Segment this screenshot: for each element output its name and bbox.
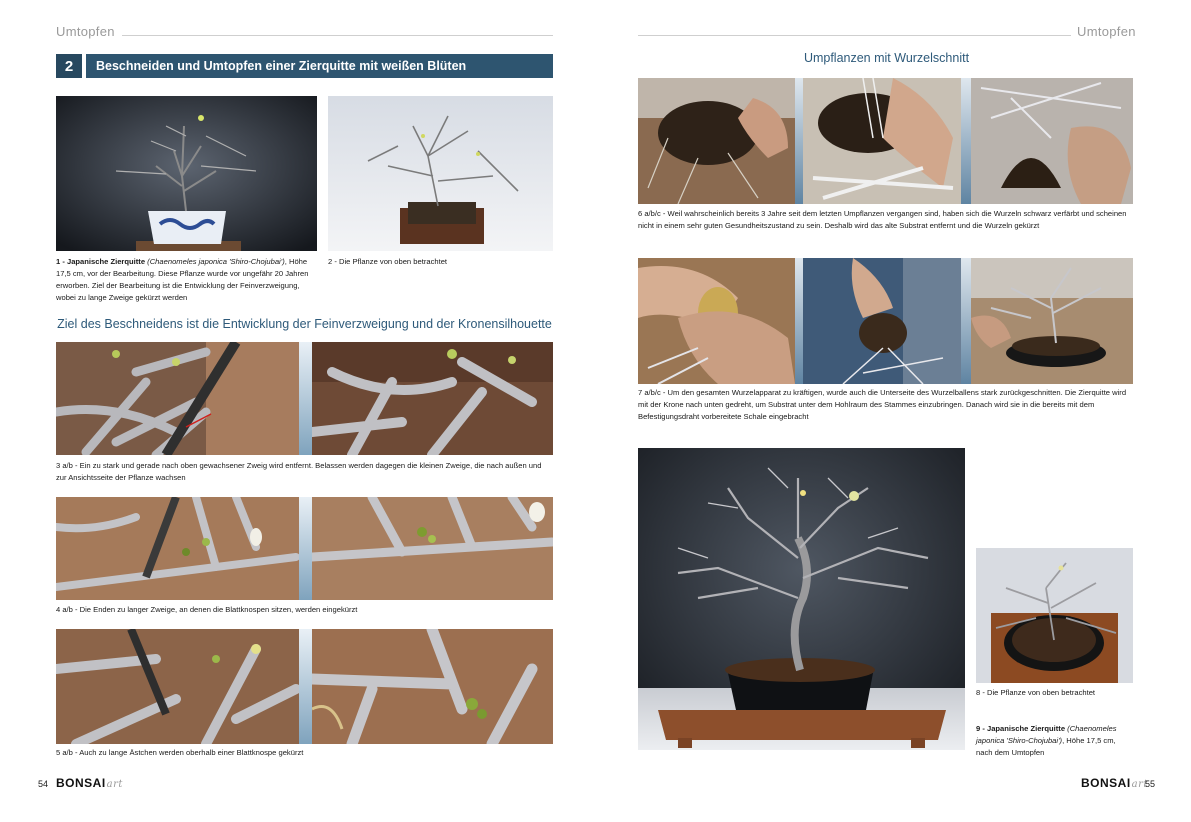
photo-7-divider-b: [961, 258, 971, 384]
section-number: 2: [56, 54, 82, 78]
caption-6: 6 a/b/c - Weil wahrscheinlich bereits 3 Jahre seit dem letzten Umpflanzen vergangen sind, haben sich die Wurzeln schwarz verfärbt und scheinen nicht in einem sehr guten Gesundheitszustand zu sein. Deshalb wird das alte Substrat entfernt und die Wurzeln gekürzt: [638, 209, 1127, 230]
photo-7b-inverted-tree: [803, 258, 961, 384]
photo-7c-potting: [971, 258, 1133, 384]
caption-9-number: 9 - Japanische Zierquitte: [976, 724, 1066, 733]
photo-6b-root-combing: [803, 78, 961, 204]
caption-5: 5 a/b - Auch zu lange Ästchen werden oberhalb einer Blattknospe gekürzt: [56, 748, 304, 757]
photo-1-bonsai-before: [56, 96, 317, 251]
caption-1-species: (Chaenomeles japonica 'Shiro-Chojubai'): [147, 257, 285, 266]
brand-name: BONSAI: [1081, 776, 1131, 790]
caption-7: 7 a/b/c - Um den gesamten Wurzelapparat zu kräftigen, wurde auch die Unterseite des Wurzelballens stark zurückgeschnitten. Die Zierquitte wird mit der Krone nach unten gedreht, um Substrat unter dem Hohlraum des Stammes einzubringen. Danach wird sie in die bereits mit dem Befestigungsdraht vorbereitete Schale eingebracht: [638, 388, 1127, 421]
caption-1: [56, 256, 318, 304]
header-rule-right: [638, 35, 1071, 36]
photo-6-divider-a: [795, 78, 803, 204]
brand-name: BONSAI: [56, 776, 106, 790]
caption-9-text: , Höhe 17,5 cm, nach dem Umtopfen: [976, 736, 1116, 757]
caption-8: 8 - Die Pflanze von oben betrachtet: [976, 688, 1096, 697]
folio-left: 54: [38, 779, 49, 789]
brand-art: art: [1131, 779, 1148, 790]
section-header: [56, 54, 553, 78]
photo-3a-branch-cut: [56, 342, 299, 455]
photo-6-divider-b: [961, 78, 971, 204]
caption-1-text: , Höhe 17,5 cm, vor der Bearbeitung. Diese Pflanze wurde vor ungefähr 20 Jahren erworben. Ziel der Bearbeitung ist die Entwicklung der Feinverzweigung, wobei zu lange Zweige gekürzt werden: [56, 257, 309, 302]
photo-7-divider-a: [795, 258, 803, 384]
brand-logo-right: [1081, 776, 1148, 790]
running-head-left: Umtopfen: [56, 24, 115, 39]
photo-4-divider: [299, 497, 312, 600]
right-page: [596, 0, 1191, 822]
photo-8-top-view-after: [976, 548, 1133, 683]
caption-1-number: 1 - Japanische Zierquitte: [56, 257, 146, 266]
photo-3-divider: [299, 342, 312, 455]
photo-7a-substrate: [638, 258, 795, 384]
caption-3: 3 a/b - Ein zu stark und gerade nach oben gewachsener Zweig wird entfernt. Belassen werden dagegen die kleinen Zweige, die nach außen und zur Ansichtsseite der Pflanze wachsen: [56, 461, 542, 482]
photo-5a-twig-cut: [56, 629, 299, 744]
photo-9-bonsai-after: [638, 448, 965, 750]
running-head-right: Umtopfen: [1077, 24, 1136, 39]
caption-2: 2 - Die Pflanze von oben betrachtet: [328, 257, 448, 266]
folio-right: 55: [1145, 779, 1156, 789]
photo-2-top-view: [328, 96, 553, 251]
caption-9: [976, 723, 1133, 759]
subhead-right: Umpflanzen mit Wurzelschnitt: [803, 51, 970, 65]
photo-5b-trimmed-twig: [312, 629, 553, 744]
photo-4a-branch-tips: [56, 497, 299, 600]
caption-9-species: (Chaenomeles japonica 'Shiro-Chojubai'): [976, 724, 1117, 745]
photo-5-divider: [299, 629, 312, 744]
subhead-left: Ziel des Beschneidens ist die Entwicklung der Feinverzweigung und der Kronensilhouette: [57, 317, 552, 331]
photo-6a-root-ball: [638, 78, 795, 204]
photo-3b-branch-closeup: [312, 342, 553, 455]
left-page: [0, 0, 595, 822]
brand-art: art: [106, 779, 123, 790]
header-rule-left: [122, 35, 553, 36]
photo-4b-trimmed-branch: [312, 497, 553, 600]
section-title: Beschneiden und Umtopfen einer Zierquitte mit weißen Blüten: [86, 54, 553, 78]
brand-logo-left: [56, 776, 123, 790]
caption-4: 4 a/b - Die Enden zu langer Zweige, an denen die Blattknospen sitzen, werden eingekürzt: [56, 605, 358, 614]
photo-6c-pruned-roots: [971, 78, 1133, 204]
